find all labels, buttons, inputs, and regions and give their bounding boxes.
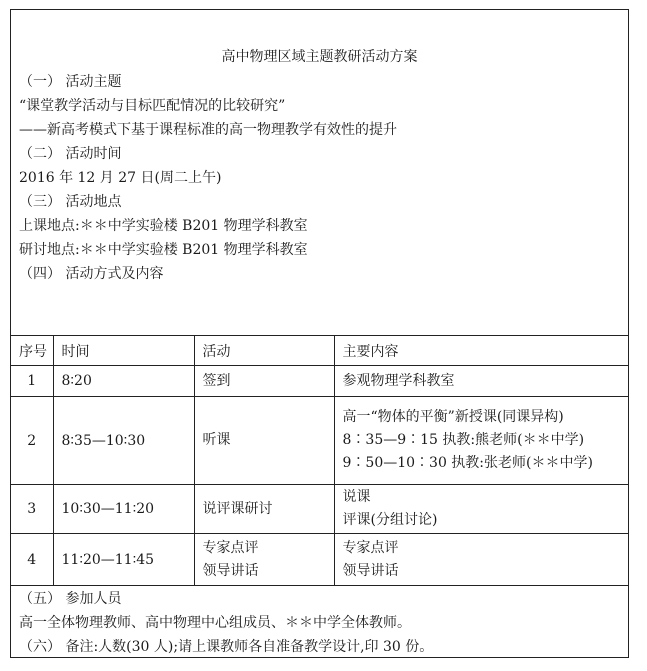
row-content: [334, 397, 628, 485]
header-cell-time: 时间: [53, 336, 194, 366]
section-heading-time: （二） 活动时间: [19, 146, 122, 162]
row-number: 2: [11, 397, 53, 485]
activity-line: 签到: [202, 372, 231, 389]
content-line: 参观物理学科教室: [342, 372, 455, 389]
table-row: [11, 485, 628, 534]
remarks-text: （六） 备注:人数(30 人);请上课教师各自准备教学设计,印 30 份。: [19, 639, 434, 655]
section-heading-participants: （五） 参加人员: [19, 591, 122, 607]
table-header-row: [11, 336, 628, 366]
plan-header-section: [11, 10, 628, 335]
activity-line: 专家点评: [202, 539, 259, 556]
participants-text: 高一全体物理教师、高中物理中心组成员、＊＊中学全体教师。: [19, 615, 411, 631]
row-time: 10∶30—11∶20: [53, 485, 194, 534]
content-line: 评课(分组讨论): [342, 512, 438, 528]
content-line: 说课: [342, 489, 371, 505]
row-time: 8∶20: [53, 366, 194, 397]
row-number: 3: [11, 485, 53, 534]
document-title: 高中物理区域主题教研活动方案: [221, 49, 418, 65]
content-line: 8∶35—9∶15 执教:熊老师(＊＊中学): [342, 432, 585, 448]
row-activity: [194, 397, 334, 485]
activity-date: 2016 年 12 月 27 日(周二上午): [19, 170, 222, 186]
row-activity: [194, 534, 334, 586]
row-activity: [194, 366, 334, 397]
content-line: 高一“物体的平衡”新授课(同课异构): [342, 409, 564, 425]
activity-line: 领导讲话: [202, 562, 259, 579]
activity-line: 听课: [202, 432, 231, 448]
section-heading-theme: （一） 活动主题: [19, 74, 122, 90]
row-content: [334, 534, 628, 586]
row-time: 8∶35—10∶30: [53, 397, 194, 485]
row-activity: [194, 485, 334, 534]
row-content: [334, 485, 628, 534]
discussion-location: 研讨地点:＊＊中学实验楼 B201 物理学科教室: [19, 242, 308, 258]
table-row: [11, 397, 628, 485]
row-time: 11∶20—11∶45: [53, 534, 194, 586]
document-frame: [10, 9, 629, 658]
row-content: [334, 366, 628, 397]
row-number: 1: [11, 366, 53, 397]
section-heading-location: （三） 活动地点: [19, 194, 122, 210]
content-line: 领导讲话: [342, 562, 399, 579]
section-heading-content: （四） 活动方式及内容: [19, 266, 164, 282]
activity-line: 说评课研讨: [202, 500, 273, 517]
table-row: [11, 534, 628, 586]
content-line: 专家点评: [342, 539, 399, 556]
row-number: 4: [11, 534, 53, 586]
schedule-table: [11, 335, 628, 586]
table-row: [11, 366, 628, 397]
content-line: 9∶50—10∶30 执教:张老师(＊＊中学): [342, 455, 593, 471]
header-cell-content: 主要内容: [334, 336, 628, 366]
header-cell-activity: 活动: [194, 336, 334, 366]
header-cell-no: 序号: [11, 336, 53, 366]
theme-subtitle: ——新高考模式下基于课程标准的高一物理教学有效性的提升: [19, 122, 397, 138]
class-location: 上课地点:＊＊中学实验楼 B201 物理学科教室: [19, 218, 308, 234]
theme-text: “课堂教学活动与目标匹配情况的比较研究”: [19, 98, 286, 114]
